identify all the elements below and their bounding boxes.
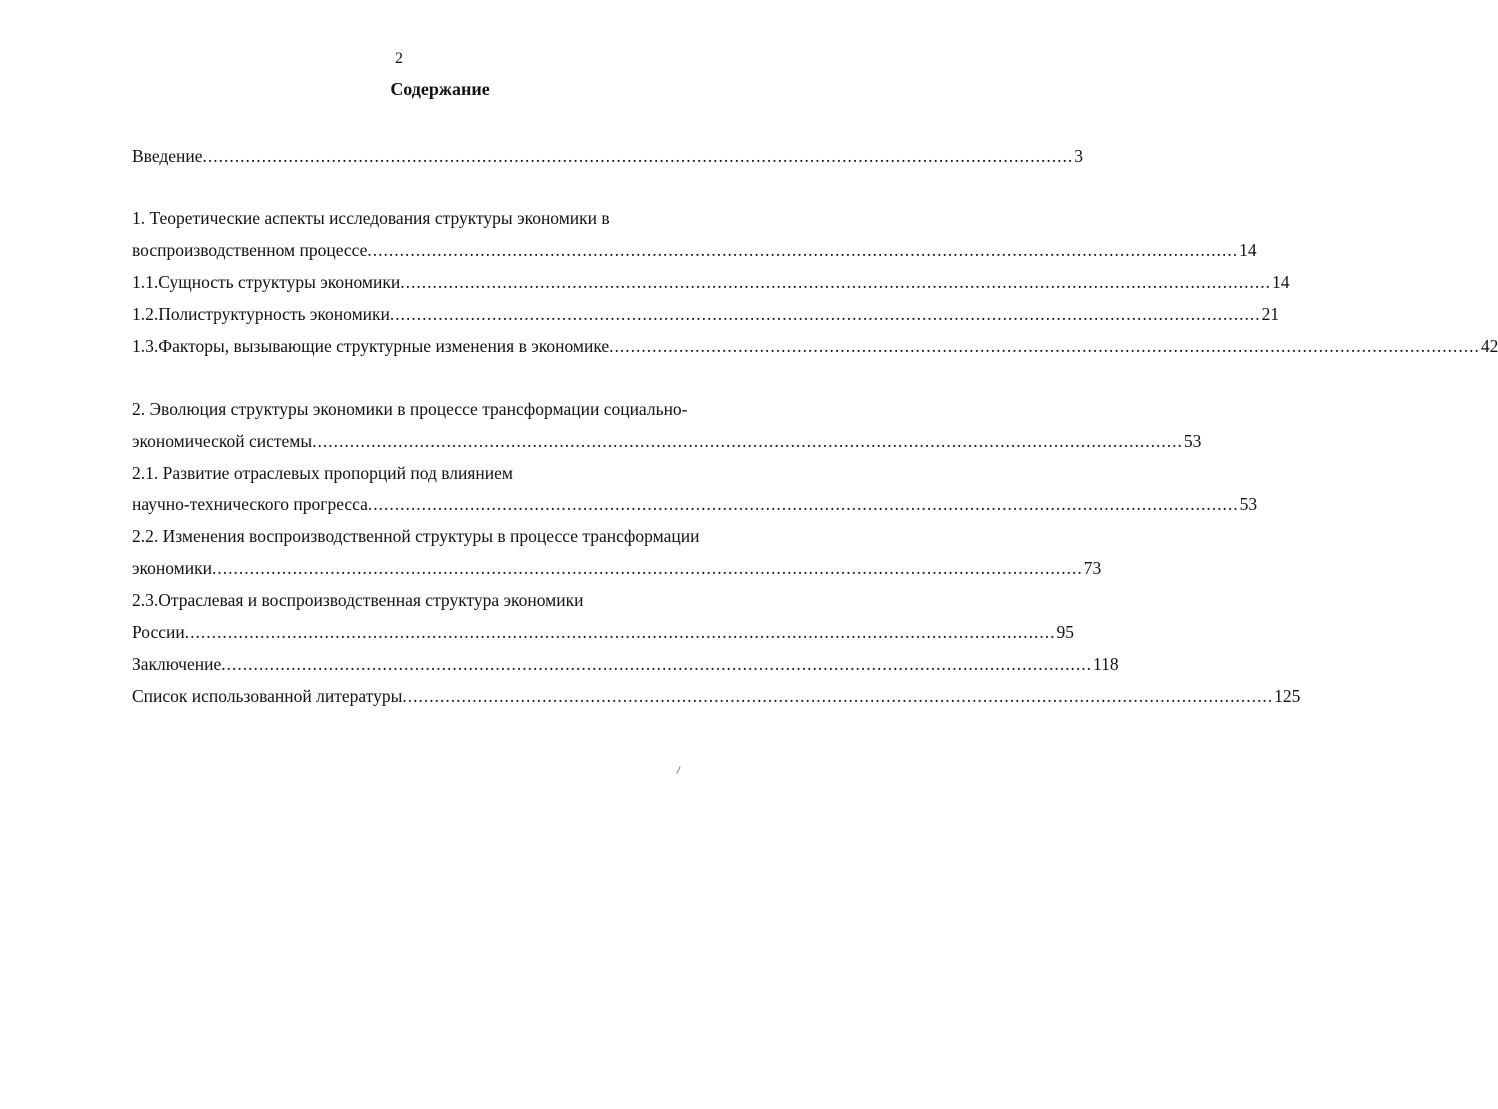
toc-entry-text: 1.3.Факторы, вызывающие структурные изменения в экономике bbox=[132, 336, 610, 356]
toc-entry-text: Заключение bbox=[132, 654, 222, 674]
toc-leader-dots: .................................................................................................................................................................. bbox=[221, 654, 1092, 674]
toc-entry-text: 2. Эволюция структуры экономики в процессе трансформации социально- bbox=[132, 399, 688, 419]
toc-entry-text: 2.1. Развитие отраслевых пропорций под влиянием bbox=[132, 463, 513, 483]
toc-entry-1-2 bbox=[132, 304, 1280, 324]
toc-leader-dots: .................................................................................................................................................................. bbox=[211, 558, 1083, 578]
toc-entry-chapter-2 bbox=[132, 431, 1202, 451]
toc-leader-dots: .................................................................................................................................................................. bbox=[609, 336, 1480, 356]
toc-entry-text: воспроизводственном процессе bbox=[132, 240, 368, 260]
toc-entry-bibliography bbox=[132, 686, 1301, 706]
toc-entry-page: 125 bbox=[1274, 686, 1301, 706]
toc-entry-text: экономической системы bbox=[132, 431, 313, 451]
toc-entry-2-3-title bbox=[132, 590, 584, 610]
toc-leader-dots: .................................................................................................................................................................. bbox=[184, 622, 1056, 642]
toc-entry-page: 14 bbox=[1271, 272, 1290, 292]
toc-entry-chapter-2-title bbox=[132, 399, 688, 419]
toc-entry-text: научно-технического прогресса bbox=[132, 494, 368, 514]
toc-entry-page: 73 bbox=[1083, 558, 1102, 578]
toc-leader-dots: .................................................................................................................................................................. bbox=[389, 304, 1261, 324]
toc-leader-dots: .................................................................................................................................................................. bbox=[367, 494, 1239, 514]
toc-leader-dots: .................................................................................................................................................................. bbox=[312, 431, 1183, 451]
toc-entry-text: 2.2. Изменения воспроизводственной структуры в процессе трансформации bbox=[132, 526, 700, 546]
toc-entry-2-2-title bbox=[132, 526, 699, 546]
toc-entry-2-1 bbox=[132, 494, 1258, 514]
toc-entry-page: 53 bbox=[1183, 431, 1202, 451]
toc-leader-dots: .................................................................................................................................................................. bbox=[402, 686, 1274, 706]
toc-entry-chapter-1-title bbox=[132, 208, 610, 228]
toc-entry-conclusion bbox=[132, 654, 1119, 674]
page-number: 2 bbox=[395, 50, 403, 67]
toc-entry-page: 3 bbox=[1074, 146, 1084, 166]
toc-entry-1-1 bbox=[132, 272, 1290, 292]
toc-entry-1-3 bbox=[132, 336, 1498, 356]
toc-entry-chapter-1 bbox=[132, 240, 1257, 260]
toc-entry-page: 118 bbox=[1093, 654, 1119, 674]
toc-entry-text: 1.2.Полиструктурность экономики bbox=[132, 304, 390, 324]
toc-entry-text: 1. Теоретические аспекты исследования структуры экономики в bbox=[132, 208, 610, 228]
toc-entry-text: экономики bbox=[132, 558, 212, 578]
toc-leader-dots: .................................................................................................................................................................. bbox=[202, 146, 1074, 166]
toc-entry-2-1-title bbox=[132, 463, 513, 483]
toc-entry-page: 21 bbox=[1261, 304, 1280, 324]
page-title: Содержание bbox=[390, 79, 490, 99]
toc-entry-text: Список использованной литературы bbox=[132, 686, 403, 706]
toc-entry-2-2 bbox=[132, 558, 1102, 578]
toc-entry-text: 1.1.Сущность структуры экономики bbox=[132, 272, 401, 292]
toc-entry-page: 14 bbox=[1239, 240, 1257, 260]
toc-leader-dots: .................................................................................................................................................................. bbox=[367, 240, 1239, 260]
toc-entry-page: 42 bbox=[1480, 336, 1498, 356]
toc-entry-introduction bbox=[132, 146, 1084, 166]
toc-leader-dots: .................................................................................................................................................................. bbox=[400, 272, 1271, 292]
toc-entry-2-3 bbox=[132, 622, 1074, 642]
toc-entry-text: России bbox=[132, 622, 185, 642]
scan-mark bbox=[676, 766, 680, 774]
toc-entry-page: 53 bbox=[1239, 494, 1258, 514]
toc-entry-text: 2.3.Отраслевая и воспроизводственная структура экономики bbox=[132, 590, 584, 610]
toc-entry-text: Введение bbox=[132, 146, 203, 166]
toc-entry-page: 95 bbox=[1056, 622, 1074, 642]
